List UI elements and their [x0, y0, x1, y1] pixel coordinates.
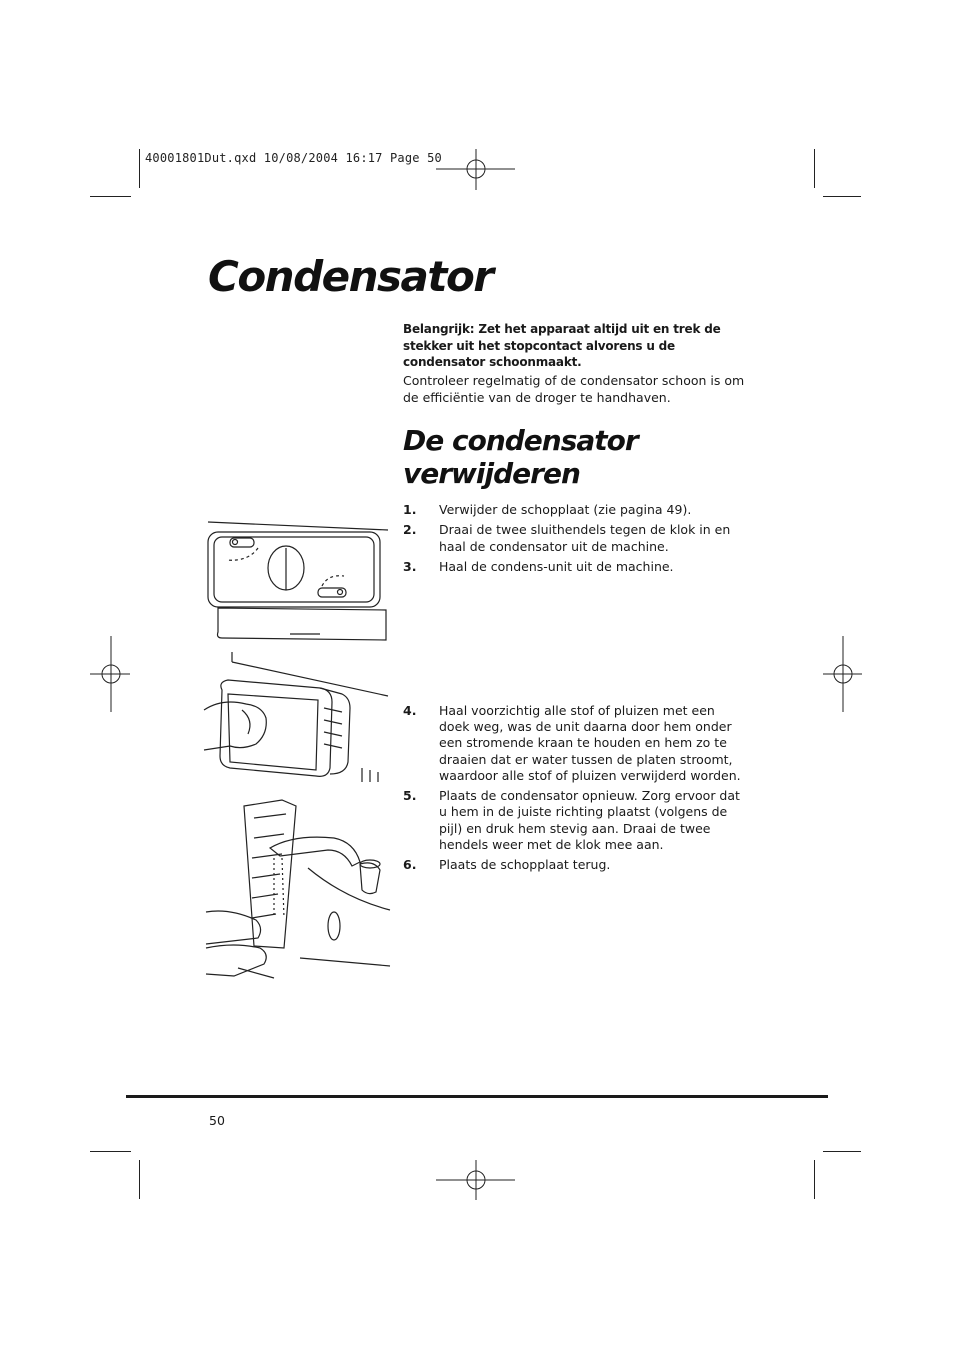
step-text: Verwijder de schopplaat (zie pagina 49).: [439, 502, 692, 517]
print-slug: 40001801Dut.qxd 10/08/2004 16:17 Page 50: [145, 151, 442, 165]
page-title: Condensator: [208, 252, 493, 301]
step-text: Plaats de condensator opnieuw. Zorg ervoor dat u hem in de juiste richting plaatst (volgens de pijl) en druk hem stevig aan. Draai de twee hendels weer met de klok mee aan.: [439, 788, 740, 852]
steps-list-cleaning: [403, 703, 748, 878]
page-number: 50: [209, 1113, 225, 1128]
remove-condenser-illustration: [202, 650, 392, 790]
list-item: [403, 857, 748, 873]
step-number: 3.: [403, 558, 417, 574]
list-item: [403, 522, 748, 554]
step-number: 5.: [403, 788, 417, 804]
step-number: 4.: [403, 703, 417, 718]
step-text: Plaats de schopplaat terug.: [439, 857, 611, 873]
step-number: 6.: [403, 857, 417, 873]
condenser-panel-illustration: [200, 518, 392, 643]
list-item: [403, 502, 748, 518]
step-number: 2.: [403, 522, 417, 538]
step-text: Haal voorzichtig alle stof of pluizen met een doek weg, was de unit daarna door hem onder een stromende kraan te houden en hem zo te draaien dat er water tussen de platen stroomt, waardoor alle stof of pluizen verwijderd worden.: [439, 703, 741, 783]
list-item: [403, 788, 748, 853]
step-text: Draai de twee sluithendels tegen de klok in en haal de condensator uit de machine.: [439, 522, 731, 554]
footer-rule: [126, 1095, 828, 1098]
list-item: [403, 703, 748, 784]
step-number: 1.: [403, 502, 417, 517]
section-title-line2: verwijderen: [403, 457, 580, 490]
rinse-condenser-illustration: [204, 798, 394, 982]
section-title-line1: De condensator: [403, 424, 638, 457]
section-title: [403, 424, 638, 490]
steps-list-removal: [403, 502, 748, 579]
list-item: [403, 559, 748, 575]
step-text: Haal de condens-unit uit de machine.: [439, 558, 674, 574]
intro-text: Controleer regelmatig of de condensator schoon is om de efficiëntie van de droger te handhaven.: [403, 373, 745, 405]
warning-text: Belangrijk: Zet het apparaat altijd uit en trek de stekker uit het stopcontact alvorens u de condensator schoonmaakt.: [403, 322, 721, 369]
